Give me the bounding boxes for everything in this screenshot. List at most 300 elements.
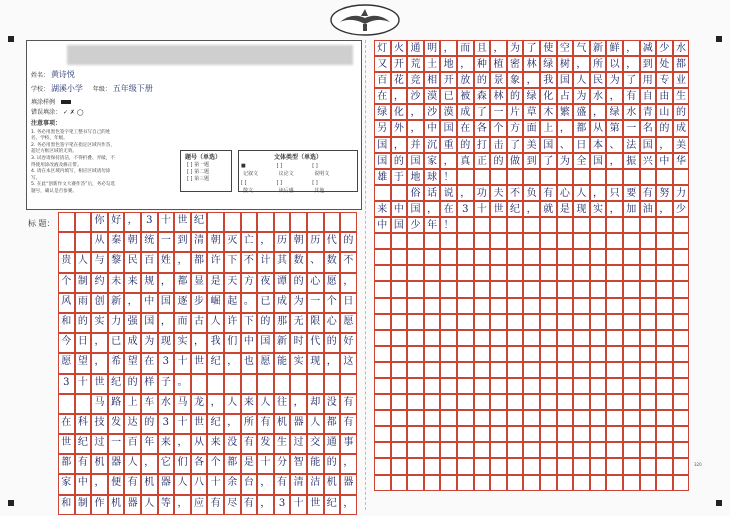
grid-cell[interactable] bbox=[340, 212, 357, 232]
grid-cell[interactable]: 球 bbox=[424, 169, 441, 185]
grid-cell[interactable]: 新 bbox=[108, 293, 125, 313]
grid-cell[interactable]: 开 bbox=[440, 72, 457, 88]
grid-cell[interactable]: 世 bbox=[58, 434, 75, 454]
grid-cell[interactable]: 国 bbox=[407, 201, 424, 217]
grid-cell[interactable] bbox=[573, 217, 590, 233]
grid-cell[interactable] bbox=[75, 394, 92, 414]
grid-cell[interactable]: 3 bbox=[141, 212, 158, 232]
grid-cell[interactable]: 纪 bbox=[207, 353, 224, 373]
grid-cell[interactable]: 等 bbox=[158, 495, 175, 515]
grid-cell[interactable] bbox=[440, 442, 457, 458]
grid-cell[interactable] bbox=[374, 410, 391, 426]
grid-cell[interactable]: 有 bbox=[340, 414, 357, 434]
grid-cell[interactable] bbox=[557, 265, 574, 281]
grid-cell[interactable]: 有 bbox=[241, 434, 258, 454]
grid-cell[interactable]: 竞 bbox=[407, 72, 424, 88]
grid-cell[interactable]: 美 bbox=[673, 137, 690, 153]
grid-cell[interactable] bbox=[440, 410, 457, 426]
grid-cell[interactable]: 说 bbox=[440, 185, 457, 201]
grid-cell[interactable] bbox=[457, 265, 474, 281]
grid-cell[interactable]: 黎 bbox=[108, 252, 125, 272]
grid-cell[interactable] bbox=[507, 378, 524, 394]
grid-cell[interactable]: 在 bbox=[457, 120, 474, 136]
grid-cell[interactable] bbox=[540, 281, 557, 297]
grid-cell[interactable]: ， bbox=[324, 353, 341, 373]
grid-cell[interactable] bbox=[407, 475, 424, 491]
grid-cell[interactable] bbox=[440, 265, 457, 281]
grid-cell[interactable]: 亡 bbox=[241, 232, 258, 252]
grid-cell[interactable] bbox=[407, 378, 424, 394]
grid-cell[interactable]: 交 bbox=[307, 434, 324, 454]
grid-cell[interactable]: 的 bbox=[391, 153, 408, 169]
grid-cell[interactable] bbox=[457, 346, 474, 362]
grid-cell[interactable] bbox=[573, 265, 590, 281]
grid-cell[interactable] bbox=[391, 346, 408, 362]
grid-cell[interactable] bbox=[656, 458, 673, 474]
grid-cell[interactable]: 片 bbox=[507, 104, 524, 120]
grid-cell[interactable]: 不 bbox=[241, 252, 258, 272]
grid-cell[interactable]: ， bbox=[457, 56, 474, 72]
grid-cell[interactable]: 十 bbox=[207, 474, 224, 494]
grid-cell[interactable] bbox=[606, 217, 623, 233]
grid-cell[interactable]: 没 bbox=[324, 394, 341, 414]
grid-cell[interactable]: ！ bbox=[440, 169, 457, 185]
grid-cell[interactable] bbox=[606, 458, 623, 474]
grid-cell[interactable] bbox=[557, 475, 574, 491]
grid-cell[interactable]: 景 bbox=[490, 72, 507, 88]
grid-cell[interactable] bbox=[573, 298, 590, 314]
grid-cell[interactable] bbox=[523, 249, 540, 265]
grid-cell[interactable]: ， bbox=[407, 120, 424, 136]
grid-cell[interactable] bbox=[324, 374, 341, 394]
grid-cell[interactable]: 沙 bbox=[407, 88, 424, 104]
grid-cell[interactable]: 心 bbox=[307, 273, 324, 293]
grid-cell[interactable]: 负 bbox=[523, 185, 540, 201]
grid-cell[interactable]: 的 bbox=[340, 232, 357, 252]
grid-cell[interactable] bbox=[474, 330, 491, 346]
grid-cell[interactable] bbox=[374, 281, 391, 297]
grid-cell[interactable]: 秦 bbox=[108, 232, 125, 252]
grid-cell[interactable]: 历 bbox=[274, 232, 291, 252]
grid-cell[interactable] bbox=[474, 442, 491, 458]
grid-cell[interactable]: 心 bbox=[324, 313, 341, 333]
grid-cell[interactable]: 愿 bbox=[58, 353, 75, 373]
grid-cell[interactable]: 心 bbox=[557, 185, 574, 201]
grid-cell[interactable] bbox=[640, 217, 657, 233]
grid-cell[interactable]: 漠 bbox=[424, 88, 441, 104]
grid-cell[interactable] bbox=[391, 458, 408, 474]
grid-cell[interactable] bbox=[207, 374, 224, 394]
grid-cell[interactable] bbox=[590, 442, 607, 458]
grid-cell[interactable]: 重 bbox=[440, 137, 457, 153]
grid-cell[interactable]: 愿 bbox=[257, 353, 274, 373]
grid-cell[interactable]: ， bbox=[391, 88, 408, 104]
grid-cell[interactable] bbox=[374, 314, 391, 330]
grid-cell[interactable]: 它 bbox=[158, 454, 175, 474]
grid-cell[interactable]: 中 bbox=[374, 217, 391, 233]
grid-cell[interactable] bbox=[623, 346, 640, 362]
grid-cell[interactable] bbox=[606, 298, 623, 314]
grid-cell[interactable] bbox=[507, 217, 524, 233]
grid-cell[interactable]: 功 bbox=[474, 185, 491, 201]
grid-cell[interactable]: 通 bbox=[324, 434, 341, 454]
grid-cell[interactable]: 路 bbox=[108, 394, 125, 414]
grid-cell[interactable]: 有 bbox=[340, 394, 357, 414]
grid-cell[interactable]: 马 bbox=[174, 394, 191, 414]
grid-cell[interactable] bbox=[424, 298, 441, 314]
grid-cell[interactable] bbox=[557, 217, 574, 233]
grid-cell[interactable] bbox=[623, 362, 640, 378]
grid-cell[interactable]: ， bbox=[257, 232, 274, 252]
grid-cell[interactable]: 第 bbox=[606, 120, 623, 136]
grid-cell[interactable] bbox=[540, 442, 557, 458]
grid-cell[interactable] bbox=[457, 394, 474, 410]
grid-cell[interactable] bbox=[457, 233, 474, 249]
grid-cell[interactable] bbox=[606, 281, 623, 297]
grid-cell[interactable]: 代 bbox=[324, 232, 341, 252]
grid-cell[interactable] bbox=[424, 249, 441, 265]
grid-cell[interactable]: 风 bbox=[58, 293, 75, 313]
grid-cell[interactable] bbox=[507, 169, 524, 185]
grid-cell[interactable]: 都 bbox=[324, 414, 341, 434]
grid-cell[interactable] bbox=[490, 169, 507, 185]
grid-cell[interactable]: 法 bbox=[623, 137, 640, 153]
grid-cell[interactable] bbox=[457, 426, 474, 442]
grid-cell[interactable]: 国 bbox=[557, 72, 574, 88]
left-writing-grid[interactable] bbox=[58, 212, 358, 515]
grid-cell[interactable] bbox=[290, 212, 307, 232]
grid-cell[interactable] bbox=[424, 458, 441, 474]
grid-cell[interactable] bbox=[623, 378, 640, 394]
grid-cell[interactable] bbox=[507, 233, 524, 249]
grid-cell[interactable]: 达 bbox=[124, 414, 141, 434]
grid-cell[interactable]: 方 bbox=[241, 273, 258, 293]
grid-cell[interactable]: ， bbox=[207, 394, 224, 414]
grid-cell[interactable]: 3 bbox=[274, 495, 291, 515]
grid-cell[interactable] bbox=[623, 249, 640, 265]
grid-cell[interactable] bbox=[540, 426, 557, 442]
grid-cell[interactable]: 机 bbox=[324, 474, 341, 494]
grid-cell[interactable]: 3 bbox=[158, 414, 175, 434]
grid-cell[interactable]: 在 bbox=[141, 353, 158, 373]
grid-cell[interactable] bbox=[640, 281, 657, 297]
grid-cell[interactable]: 少 bbox=[656, 40, 673, 56]
grid-cell[interactable] bbox=[407, 330, 424, 346]
grid-cell[interactable] bbox=[573, 410, 590, 426]
grid-cell[interactable]: 努 bbox=[656, 185, 673, 201]
grid-cell[interactable]: 家 bbox=[424, 153, 441, 169]
grid-cell[interactable]: 已 bbox=[440, 88, 457, 104]
grid-cell[interactable] bbox=[540, 217, 557, 233]
grid-cell[interactable] bbox=[590, 249, 607, 265]
grid-cell[interactable] bbox=[523, 298, 540, 314]
grid-cell[interactable]: 到 bbox=[174, 232, 191, 252]
grid-cell[interactable]: 望 bbox=[124, 353, 141, 373]
grid-cell[interactable] bbox=[490, 298, 507, 314]
question-option[interactable]: [ ] 第三题 bbox=[187, 176, 210, 182]
grid-cell[interactable]: 民 bbox=[124, 252, 141, 272]
grid-cell[interactable] bbox=[557, 314, 574, 330]
grid-cell[interactable]: 世 bbox=[191, 353, 208, 373]
grid-cell[interactable]: 有 bbox=[540, 185, 557, 201]
grid-cell[interactable] bbox=[490, 233, 507, 249]
grid-cell[interactable] bbox=[623, 169, 640, 185]
grid-cell[interactable]: 人 bbox=[207, 313, 224, 333]
grid-cell[interactable] bbox=[640, 249, 657, 265]
grid-cell[interactable]: 我 bbox=[540, 72, 557, 88]
grid-cell[interactable]: 美 bbox=[523, 137, 540, 153]
grid-cell[interactable] bbox=[673, 346, 690, 362]
grid-cell[interactable] bbox=[474, 169, 491, 185]
grid-cell[interactable]: 步 bbox=[191, 293, 208, 313]
genre-option[interactable]: [ ]说明文 bbox=[312, 163, 330, 177]
grid-cell[interactable] bbox=[656, 281, 673, 297]
grid-cell[interactable]: 山 bbox=[656, 104, 673, 120]
grid-cell[interactable] bbox=[606, 410, 623, 426]
grid-cell[interactable] bbox=[656, 394, 673, 410]
grid-cell[interactable] bbox=[673, 169, 690, 185]
grid-cell[interactable] bbox=[590, 458, 607, 474]
grid-cell[interactable]: 历 bbox=[307, 232, 324, 252]
grid-cell[interactable]: 3 bbox=[457, 201, 474, 217]
grid-cell[interactable]: ， bbox=[590, 104, 607, 120]
grid-cell[interactable]: 清 bbox=[290, 474, 307, 494]
grid-cell[interactable]: 少 bbox=[673, 201, 690, 217]
grid-cell[interactable] bbox=[191, 374, 208, 394]
grid-cell[interactable]: ， bbox=[606, 201, 623, 217]
grid-cell[interactable] bbox=[490, 362, 507, 378]
grid-cell[interactable] bbox=[457, 330, 474, 346]
grid-cell[interactable]: 、 bbox=[606, 137, 623, 153]
grid-cell[interactable] bbox=[290, 374, 307, 394]
grid-cell[interactable]: 十 bbox=[174, 353, 191, 373]
grid-cell[interactable] bbox=[673, 249, 690, 265]
question-option[interactable]: [ ] 第一题 bbox=[187, 162, 210, 168]
genre-option[interactable]: [ ]读后感 bbox=[276, 180, 294, 194]
grid-cell[interactable] bbox=[640, 265, 657, 281]
grid-cell[interactable]: 夜 bbox=[257, 273, 274, 293]
grid-cell[interactable]: 有 bbox=[124, 474, 141, 494]
school-value[interactable]: 湖溪小学 bbox=[50, 84, 83, 93]
grid-cell[interactable]: 中 bbox=[391, 201, 408, 217]
grid-cell[interactable] bbox=[374, 362, 391, 378]
grid-cell[interactable]: 为 bbox=[290, 293, 307, 313]
grid-cell[interactable]: 们 bbox=[224, 333, 241, 353]
grid-cell[interactable]: 所 bbox=[590, 56, 607, 72]
grid-cell[interactable]: 是 bbox=[241, 454, 258, 474]
grid-cell[interactable] bbox=[257, 374, 274, 394]
grid-cell[interactable]: 而 bbox=[457, 40, 474, 56]
grid-cell[interactable] bbox=[540, 265, 557, 281]
grid-cell[interactable]: 台 bbox=[241, 474, 258, 494]
grid-cell[interactable]: 愿 bbox=[324, 273, 341, 293]
grid-cell[interactable]: 人 bbox=[224, 394, 241, 414]
grid-cell[interactable]: 数 bbox=[324, 252, 341, 272]
grid-cell[interactable] bbox=[507, 458, 524, 474]
grid-cell[interactable] bbox=[523, 314, 540, 330]
grid-cell[interactable]: 百 bbox=[374, 72, 391, 88]
grid-cell[interactable]: 个 bbox=[324, 293, 341, 313]
grid-cell[interactable]: 制 bbox=[75, 495, 92, 515]
grid-cell[interactable] bbox=[424, 346, 441, 362]
grid-cell[interactable]: 从 bbox=[91, 232, 108, 252]
grid-cell[interactable] bbox=[640, 426, 657, 442]
grid-cell[interactable] bbox=[590, 217, 607, 233]
grid-cell[interactable]: 规 bbox=[141, 273, 158, 293]
grid-cell[interactable] bbox=[606, 265, 623, 281]
grid-cell[interactable] bbox=[673, 458, 690, 474]
grid-cell[interactable] bbox=[523, 346, 540, 362]
grid-cell[interactable]: 却 bbox=[307, 394, 324, 414]
grid-cell[interactable] bbox=[606, 346, 623, 362]
grid-cell[interactable]: 计 bbox=[257, 252, 274, 272]
grid-cell[interactable] bbox=[474, 426, 491, 442]
grid-cell[interactable] bbox=[507, 281, 524, 297]
grid-cell[interactable] bbox=[590, 475, 607, 491]
grid-cell[interactable] bbox=[391, 394, 408, 410]
grid-cell[interactable] bbox=[606, 442, 623, 458]
grid-cell[interactable] bbox=[573, 362, 590, 378]
grid-cell[interactable]: 是 bbox=[557, 201, 574, 217]
grid-cell[interactable]: 人 bbox=[124, 454, 141, 474]
grid-cell[interactable]: 中 bbox=[75, 474, 92, 494]
grid-cell[interactable] bbox=[457, 475, 474, 491]
grid-cell[interactable] bbox=[424, 378, 441, 394]
grid-cell[interactable] bbox=[507, 475, 524, 491]
grid-cell[interactable] bbox=[457, 458, 474, 474]
grid-cell[interactable]: 有 bbox=[241, 495, 258, 515]
grid-cell[interactable] bbox=[590, 330, 607, 346]
grid-cell[interactable] bbox=[507, 346, 524, 362]
grid-cell[interactable]: 无 bbox=[290, 313, 307, 333]
grid-cell[interactable]: 约 bbox=[91, 273, 108, 293]
grid-cell[interactable]: 愿 bbox=[340, 313, 357, 333]
grid-cell[interactable] bbox=[424, 362, 441, 378]
grid-cell[interactable]: 荒 bbox=[407, 56, 424, 72]
grid-cell[interactable]: 下 bbox=[241, 313, 258, 333]
grid-cell[interactable] bbox=[407, 458, 424, 474]
grid-cell[interactable] bbox=[656, 249, 673, 265]
grid-cell[interactable]: 化 bbox=[540, 88, 557, 104]
grid-cell[interactable]: 姓 bbox=[158, 252, 175, 272]
grid-cell[interactable] bbox=[523, 442, 540, 458]
grid-cell[interactable]: 崛 bbox=[207, 293, 224, 313]
grid-cell[interactable] bbox=[673, 233, 690, 249]
grid-cell[interactable] bbox=[656, 314, 673, 330]
grid-cell[interactable] bbox=[557, 426, 574, 442]
grid-cell[interactable] bbox=[623, 217, 640, 233]
grid-cell[interactable] bbox=[623, 458, 640, 474]
grid-cell[interactable]: 起 bbox=[224, 293, 241, 313]
grid-cell[interactable] bbox=[523, 233, 540, 249]
grid-cell[interactable] bbox=[523, 458, 540, 474]
grid-cell[interactable] bbox=[490, 346, 507, 362]
grid-cell[interactable] bbox=[573, 426, 590, 442]
grid-cell[interactable] bbox=[623, 410, 640, 426]
grid-cell[interactable] bbox=[440, 475, 457, 491]
grid-cell[interactable] bbox=[424, 330, 441, 346]
grid-cell[interactable] bbox=[540, 346, 557, 362]
grid-cell[interactable]: 所 bbox=[241, 414, 258, 434]
grid-cell[interactable]: 的 bbox=[124, 374, 141, 394]
grid-cell[interactable] bbox=[490, 249, 507, 265]
grid-cell[interactable] bbox=[623, 281, 640, 297]
grid-cell[interactable]: ， bbox=[257, 495, 274, 515]
grid-cell[interactable]: 中 bbox=[656, 153, 673, 169]
grid-cell[interactable]: 百 bbox=[124, 434, 141, 454]
grid-cell[interactable]: 过 bbox=[91, 434, 108, 454]
grid-cell[interactable]: 另 bbox=[374, 120, 391, 136]
grid-cell[interactable]: ， bbox=[573, 56, 590, 72]
grid-cell[interactable] bbox=[490, 458, 507, 474]
grid-cell[interactable] bbox=[640, 394, 657, 410]
grid-cell[interactable] bbox=[391, 362, 408, 378]
grid-cell[interactable]: 而 bbox=[174, 313, 191, 333]
grid-cell[interactable]: ， bbox=[606, 88, 623, 104]
grid-cell[interactable]: 八 bbox=[191, 474, 208, 494]
grid-cell[interactable]: 在 bbox=[440, 201, 457, 217]
grid-cell[interactable] bbox=[424, 281, 441, 297]
grid-cell[interactable] bbox=[523, 281, 540, 297]
grid-cell[interactable]: 为 bbox=[573, 88, 590, 104]
grid-cell[interactable]: 器 bbox=[124, 495, 141, 515]
grid-cell[interactable] bbox=[656, 298, 673, 314]
grid-cell[interactable]: 生 bbox=[673, 88, 690, 104]
grid-cell[interactable]: 绿 bbox=[540, 56, 557, 72]
grid-cell[interactable]: 世 bbox=[191, 414, 208, 434]
grid-cell[interactable]: 现 bbox=[307, 353, 324, 373]
grid-cell[interactable]: 生 bbox=[274, 434, 291, 454]
grid-cell[interactable]: 过 bbox=[290, 434, 307, 454]
grid-cell[interactable]: 为 bbox=[557, 153, 574, 169]
grid-cell[interactable]: ， bbox=[557, 120, 574, 136]
grid-cell[interactable]: 兴 bbox=[640, 153, 657, 169]
grid-cell[interactable] bbox=[424, 426, 441, 442]
grid-cell[interactable] bbox=[224, 212, 241, 232]
grid-cell[interactable]: 国 bbox=[440, 120, 457, 136]
grid-cell[interactable]: 只 bbox=[606, 185, 623, 201]
grid-cell[interactable]: 机 bbox=[91, 454, 108, 474]
grid-cell[interactable]: 的 bbox=[673, 104, 690, 120]
grid-cell[interactable]: 一 bbox=[108, 434, 125, 454]
grid-cell[interactable]: 到 bbox=[523, 153, 540, 169]
grid-cell[interactable]: 家 bbox=[58, 474, 75, 494]
grid-cell[interactable]: ， bbox=[523, 72, 540, 88]
grid-cell[interactable] bbox=[507, 265, 524, 281]
grid-cell[interactable] bbox=[656, 346, 673, 362]
grid-cell[interactable]: 并 bbox=[407, 137, 424, 153]
grid-cell[interactable]: ， bbox=[174, 434, 191, 454]
grid-cell[interactable] bbox=[490, 265, 507, 281]
grid-cell[interactable] bbox=[407, 442, 424, 458]
grid-cell[interactable]: 有 bbox=[257, 414, 274, 434]
grid-cell[interactable] bbox=[656, 362, 673, 378]
grid-cell[interactable]: 绿 bbox=[374, 104, 391, 120]
grid-cell[interactable]: 统 bbox=[141, 232, 158, 252]
grid-cell[interactable] bbox=[407, 281, 424, 297]
grid-cell[interactable] bbox=[490, 394, 507, 410]
grid-cell[interactable]: 俗 bbox=[407, 185, 424, 201]
grid-cell[interactable]: 成 bbox=[124, 333, 141, 353]
grid-cell[interactable] bbox=[424, 314, 441, 330]
grid-cell[interactable]: 绿 bbox=[606, 104, 623, 120]
grid-cell[interactable] bbox=[440, 314, 457, 330]
grid-cell[interactable]: 一 bbox=[158, 232, 175, 252]
grid-cell[interactable] bbox=[573, 330, 590, 346]
grid-cell[interactable]: 以 bbox=[606, 56, 623, 72]
grid-cell[interactable] bbox=[540, 314, 557, 330]
grid-cell[interactable]: ， bbox=[124, 293, 141, 313]
